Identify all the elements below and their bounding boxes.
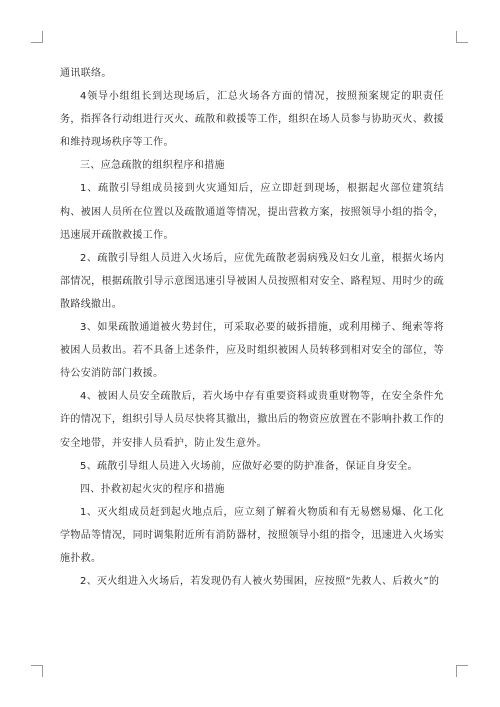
paragraph-firefighting-1: 1、灭火组成员赶到起火地点后，应立刻了解着火物质和有无易燃易爆、化工化学物品等情况，同时调集附近所有消防器材，按照领导小组的指令，迅速进入火场实施扑救。 xyxy=(60,506,444,564)
paragraph-evacuation-2: 2、疏散引导组人员进入火场后，应优先疏散老弱病残及妇女儿童，根据火场内部情况，根据疏散引导示意图迅速引导被困人员按照相对安全、路程短、用时少的疏散路线撤出。 xyxy=(60,252,444,310)
crop-mark-bottom-left xyxy=(31,665,43,677)
crop-mark-top-left xyxy=(31,31,43,43)
section-heading-evacuation: 三、应急疏散的组织程序和措施 xyxy=(80,160,225,172)
paragraph-leader-duties: 4领导小组组长到达现场后，汇总火场各方面的情况，按照预案规定的职责任务，指挥各行动组进行灭火、疏散和救援等工作，组织在场人员参与协助灭火、救援和维持现场秩序等工作。 xyxy=(60,91,444,149)
paragraph-evacuation-5: 5、疏散引导组人员进入火场前，应做好必要的防护准备，保证自身安全。 xyxy=(80,460,418,472)
crop-mark-top-right xyxy=(456,31,468,43)
section-heading-firefighting: 四、扑救初起火灾的程序和措施 xyxy=(80,483,225,495)
paragraph-continuation: 通讯联络。 xyxy=(60,68,112,79)
paragraph-evacuation-1: 1、疏散引导组成员接到火灾通知后，应立即赶到现场，根据起火部位建筑结构、被困人员所在位置以及疏散通道等情况，提出营救方案，按照领导小组的指令，迅速展开疏散救援工作。 xyxy=(60,183,444,241)
paragraph-evacuation-4: 4、被困人员安全疏散后，若火场中存有重要资料或贵重财物等，在安全条件允许的情况下，组织引导人员尽快将其撤出，撤出后的物资应放置在不影响扑救工作的安全地带，并安排人员看护，防止发生意外。 xyxy=(60,391,444,449)
paragraph-firefighting-2: 2、灭火组进入火场后，若发现仍有人被火势围困，应按照“先救人、后救火”的 xyxy=(80,576,440,588)
crop-mark-bottom-right xyxy=(456,665,468,677)
document-body xyxy=(60,62,444,593)
paragraph-evacuation-3: 3、如果疏散通道被火势封住，可采取必要的破拆措施，或利用梯子、绳索等将被困人员救出。若不具备上述条件，应及时组织被困人员转移到相对安全的部位，等待公安消防部门救援。 xyxy=(60,322,444,380)
